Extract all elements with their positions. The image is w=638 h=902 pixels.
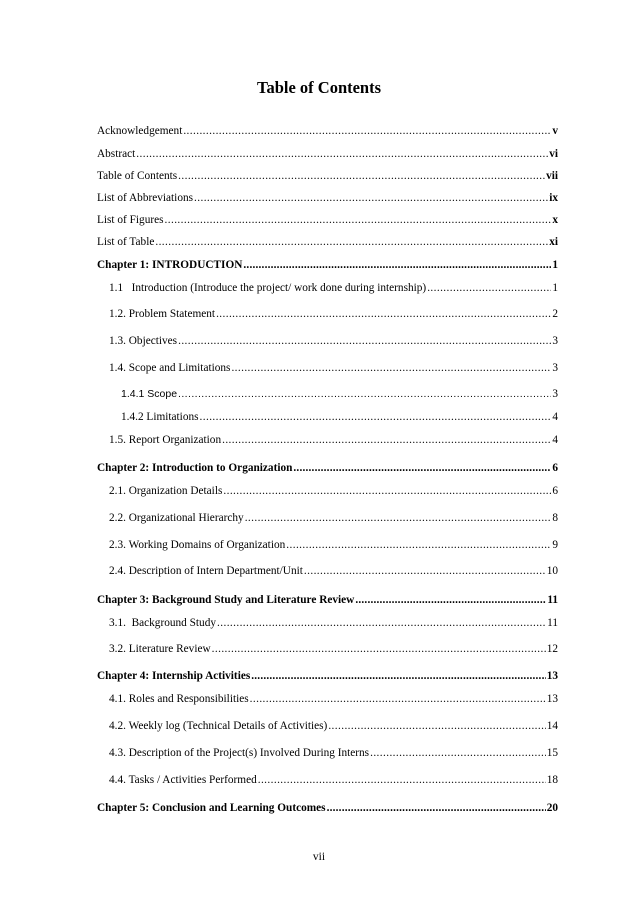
toc-entry-chapter-4[interactable]: Chapter 4: Internship Activities ..... 13 [97,669,558,683]
toc-entry-3-2[interactable]: 3.2. Literature Review ..... 12 [109,642,558,656]
toc-entry-1-3[interactable]: 1.3. Objectives ..... 3 [109,334,558,348]
toc-entry-1-5[interactable]: 1.5. Report Organization ..... 4 [109,433,558,447]
toc-entry-1-2[interactable]: 1.2. Problem Statement ..... 2 [109,307,558,321]
toc-entry-list-of-abbreviations[interactable]: List of Abbreviations ..... ix [97,191,558,205]
toc-entry-4-4[interactable]: 4.4. Tasks / Activities Performed ..... 18 [109,773,558,787]
toc-entry-acknowledgement[interactable]: Acknowledgement ..... v [97,124,558,138]
toc-entry-chapter-5[interactable]: Chapter 5: Conclusion and Learning Outcomes ..... 20 [97,801,558,815]
toc-entry-abstract[interactable]: Abstract ..... vi [97,147,558,161]
toc-entry-chapter-1[interactable]: Chapter 1: INTRODUCTION ..... 1 [97,258,558,272]
toc-entry-list-of-figures[interactable]: List of Figures ..... x [97,213,558,227]
toc-entry-chapter-2[interactable]: Chapter 2: Introduction to Organization ..... 6 [97,461,558,475]
toc-entry-1-4-2[interactable]: 1.4.2 Limitations ..... 4 [121,410,558,424]
toc-entry-table-of-contents[interactable]: Table of Contents ..... vii [97,169,558,183]
toc-entry-4-1[interactable]: 4.1. Roles and Responsibilities ..... 13 [109,692,558,706]
toc-entry-1-4-1[interactable]: 1.4.1 Scope ..... 3 [121,387,558,401]
toc-entry-2-2[interactable]: 2.2. Organizational Hierarchy ..... 8 [109,511,558,525]
toc-entry-2-1[interactable]: 2.1. Organization Details ..... 6 [109,484,558,498]
page-title: Table of Contents [256,78,382,97]
toc-entry-chapter-3[interactable]: Chapter 3: Background Study and Literature Review ..... 11 [97,593,558,607]
toc-entry-list-of-table[interactable]: List of Table ..... xi [97,235,558,249]
footer-page-number: vii [312,851,326,863]
toc-entry-2-3[interactable]: 2.3. Working Domains of Organization ..... 9 [109,538,558,552]
toc-entry-1-4[interactable]: 1.4. Scope and Limitations ..... 3 [109,361,558,375]
toc-entry-4-3[interactable]: 4.3. Description of the Project(s) Involved During Interns ..... 15 [109,746,558,760]
toc-entry-3-1[interactable]: 3.1. Background Study ..... 11 [109,616,558,630]
toc-entry-2-4[interactable]: 2.4. Description of Intern Department/Unit ..... 10 [109,564,558,578]
toc-entry-1-1[interactable]: 1.1 Introduction (Introduce the project/ work done during internship) ..... 1 [109,281,558,295]
toc-entry-4-2[interactable]: 4.2. Weekly log (Technical Details of Activities) ..... 14 [109,719,558,733]
